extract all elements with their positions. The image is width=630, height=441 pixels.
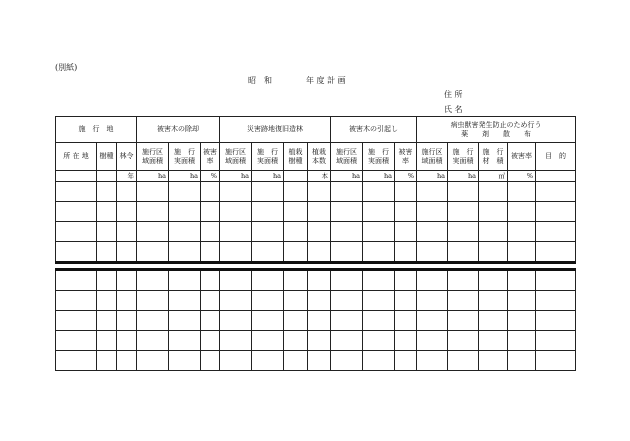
empty-cell bbox=[363, 242, 395, 263]
col-age: 林令 bbox=[117, 143, 137, 171]
empty-cell bbox=[117, 311, 137, 331]
empty-cell bbox=[331, 202, 363, 222]
empty-cell bbox=[97, 331, 117, 351]
empty-cell bbox=[331, 222, 363, 242]
empty-cell bbox=[479, 291, 508, 311]
empty-cell bbox=[479, 311, 508, 331]
empty-cell bbox=[363, 311, 395, 331]
group-spray-line2: 薬 剤 散 布 bbox=[461, 129, 532, 138]
empty-cell bbox=[479, 270, 508, 291]
annex-note: (別紙) bbox=[55, 63, 78, 72]
title-plan: 年 度 計 画 bbox=[306, 76, 346, 85]
empty-cell bbox=[56, 311, 97, 331]
empty-cell bbox=[395, 202, 417, 222]
empty-cell bbox=[308, 222, 331, 242]
empty-cell bbox=[201, 331, 220, 351]
empty-cell bbox=[395, 351, 417, 371]
table-row bbox=[56, 182, 576, 202]
col-pl-rate: 被害 率 bbox=[395, 143, 417, 171]
empty-cell bbox=[137, 242, 169, 263]
empty-cell bbox=[448, 182, 479, 202]
empty-cell bbox=[448, 270, 479, 291]
empty-cell bbox=[117, 291, 137, 311]
empty-cell bbox=[284, 311, 308, 331]
table-row bbox=[56, 242, 576, 263]
empty-cell bbox=[363, 202, 395, 222]
empty-cell bbox=[252, 222, 284, 242]
empty-cell bbox=[536, 291, 576, 311]
empty-cell bbox=[284, 270, 308, 291]
table-row bbox=[56, 331, 576, 351]
empty-cell bbox=[308, 182, 331, 202]
empty-cell bbox=[331, 242, 363, 263]
table-row bbox=[56, 291, 576, 311]
empty-cell bbox=[448, 222, 479, 242]
empty-cell bbox=[117, 270, 137, 291]
col-sp-actual: 施 行 実面積 bbox=[448, 143, 479, 171]
empty-cell bbox=[448, 351, 479, 371]
empty-cell bbox=[508, 242, 536, 263]
empty-cell bbox=[220, 331, 252, 351]
empty-cell bbox=[252, 331, 284, 351]
empty-cell bbox=[169, 311, 201, 331]
empty-cell bbox=[137, 182, 169, 202]
empty-cell bbox=[363, 270, 395, 291]
empty-cell bbox=[508, 222, 536, 242]
empty-cell bbox=[97, 182, 117, 202]
empty-cell bbox=[395, 182, 417, 202]
empty-cell bbox=[508, 291, 536, 311]
empty-cell bbox=[169, 270, 201, 291]
empty-cell bbox=[479, 331, 508, 351]
empty-cell bbox=[536, 270, 576, 291]
table-row bbox=[56, 222, 576, 242]
empty-cell bbox=[417, 242, 448, 263]
col-species: 樹種 bbox=[97, 143, 117, 171]
empty-cell bbox=[137, 270, 169, 291]
empty-cell bbox=[331, 351, 363, 371]
empty-cell bbox=[536, 351, 576, 371]
empty-cell bbox=[56, 291, 97, 311]
empty-cell bbox=[395, 291, 417, 311]
col-pl-actual: 施 行 実面積 bbox=[363, 143, 395, 171]
empty-cell bbox=[137, 331, 169, 351]
col-rf-actual: 施 行 実面積 bbox=[252, 143, 284, 171]
empty-cell bbox=[308, 202, 331, 222]
empty-cell bbox=[252, 291, 284, 311]
empty-cell bbox=[479, 202, 508, 222]
empty-cell bbox=[137, 222, 169, 242]
empty-cell bbox=[117, 222, 137, 242]
col-pl-area: 施行区 域面積 bbox=[331, 143, 363, 171]
empty-cell bbox=[308, 311, 331, 331]
empty-cell bbox=[448, 291, 479, 311]
empty-cell bbox=[169, 242, 201, 263]
empty-cell bbox=[201, 351, 220, 371]
empty-cell bbox=[417, 351, 448, 371]
empty-cell bbox=[417, 182, 448, 202]
page-title bbox=[248, 75, 346, 86]
empty-cell bbox=[395, 270, 417, 291]
empty-cell bbox=[97, 222, 117, 242]
empty-cell bbox=[117, 242, 137, 263]
empty-cell bbox=[117, 182, 137, 202]
empty-cell bbox=[97, 311, 117, 331]
col-sp-material: 施 行 材 積 bbox=[479, 143, 508, 171]
empty-cell bbox=[479, 242, 508, 263]
empty-cell bbox=[220, 182, 252, 202]
col-rf-area: 施行区 域面積 bbox=[220, 143, 252, 171]
address-label: 住 所 bbox=[444, 90, 463, 99]
col-rf-species: 植栽 樹種 bbox=[284, 143, 308, 171]
col-rf-count: 植栽 本数 bbox=[308, 143, 331, 171]
empty-cell bbox=[308, 351, 331, 371]
empty-cell bbox=[536, 311, 576, 331]
col-sp-rate: 被害率 bbox=[508, 143, 536, 171]
empty-cell bbox=[169, 182, 201, 202]
empty-cell bbox=[536, 222, 576, 242]
empty-cell bbox=[479, 222, 508, 242]
group-spray-line1: 病虫獣害発生防止のため行う bbox=[450, 120, 542, 129]
empty-cell bbox=[56, 202, 97, 222]
empty-cell bbox=[56, 242, 97, 263]
empty-cell bbox=[395, 311, 417, 331]
empty-cell bbox=[395, 331, 417, 351]
empty-cell bbox=[308, 291, 331, 311]
empty-cell bbox=[284, 351, 308, 371]
empty-cell bbox=[536, 242, 576, 263]
empty-cell bbox=[97, 242, 117, 263]
empty-cell bbox=[97, 270, 117, 291]
empty-cell bbox=[252, 182, 284, 202]
empty-cell bbox=[56, 331, 97, 351]
empty-cell bbox=[479, 351, 508, 371]
empty-cell bbox=[117, 202, 137, 222]
empty-cell bbox=[97, 351, 117, 371]
empty-cell bbox=[56, 222, 97, 242]
empty-cell bbox=[201, 182, 220, 202]
empty-cell bbox=[169, 222, 201, 242]
col-rm-area: 施行区 域面積 bbox=[137, 143, 169, 171]
col-sp-area: 施行区 域面積 bbox=[417, 143, 448, 171]
empty-cell bbox=[308, 331, 331, 351]
table-row bbox=[56, 202, 576, 222]
empty-cell bbox=[137, 311, 169, 331]
col-rm-rate: 被害 率 bbox=[201, 143, 220, 171]
empty-cell bbox=[308, 270, 331, 291]
empty-cell bbox=[508, 351, 536, 371]
empty-cell bbox=[220, 311, 252, 331]
empty-cell bbox=[508, 202, 536, 222]
empty-cell bbox=[308, 242, 331, 263]
group-pulling: 被害木の引起し bbox=[331, 117, 417, 143]
empty-cell bbox=[137, 351, 169, 371]
empty-cell bbox=[536, 182, 576, 202]
empty-cell bbox=[363, 351, 395, 371]
empty-cell bbox=[448, 242, 479, 263]
units-row: 年 ha ha % ha ha 本 ha ha % ha ha ㎥ % bbox=[56, 171, 576, 182]
empty-cell bbox=[284, 182, 308, 202]
empty-cell bbox=[508, 331, 536, 351]
empty-cell bbox=[331, 270, 363, 291]
group-removal: 被害木の除却 bbox=[137, 117, 220, 143]
table-row bbox=[56, 351, 576, 371]
empty-cell bbox=[56, 270, 97, 291]
empty-cell bbox=[417, 270, 448, 291]
empty-cell bbox=[417, 311, 448, 331]
empty-cell bbox=[97, 291, 117, 311]
empty-cell bbox=[97, 202, 117, 222]
empty-cell bbox=[169, 291, 201, 311]
empty-cell bbox=[331, 182, 363, 202]
empty-cell bbox=[363, 331, 395, 351]
empty-cell bbox=[284, 202, 308, 222]
empty-cell bbox=[363, 222, 395, 242]
table-row bbox=[56, 270, 576, 291]
empty-cell bbox=[117, 331, 137, 351]
title-era: 昭 和 bbox=[248, 76, 272, 85]
empty-cell bbox=[220, 222, 252, 242]
empty-cell bbox=[169, 351, 201, 371]
empty-cell bbox=[252, 311, 284, 331]
empty-cell bbox=[448, 202, 479, 222]
empty-cell bbox=[417, 202, 448, 222]
empty-cell bbox=[137, 202, 169, 222]
empty-cell bbox=[169, 331, 201, 351]
empty-cell bbox=[284, 331, 308, 351]
double-rule-separator bbox=[56, 263, 576, 270]
empty-cell bbox=[252, 202, 284, 222]
empty-cell bbox=[220, 291, 252, 311]
empty-cell bbox=[56, 351, 97, 371]
empty-cell bbox=[417, 331, 448, 351]
empty-cell bbox=[448, 331, 479, 351]
empty-cell bbox=[284, 222, 308, 242]
empty-cell bbox=[331, 311, 363, 331]
empty-cell bbox=[252, 351, 284, 371]
empty-cell bbox=[284, 291, 308, 311]
empty-cell bbox=[220, 202, 252, 222]
table-row bbox=[56, 311, 576, 331]
name-label: 氏 名 bbox=[444, 105, 463, 114]
empty-cell bbox=[220, 242, 252, 263]
col-location: 所 在 地 bbox=[56, 143, 97, 171]
group-reforest: 災害跡地復旧造林 bbox=[220, 117, 331, 143]
empty-cell bbox=[220, 270, 252, 291]
empty-cell bbox=[448, 311, 479, 331]
empty-cell bbox=[417, 222, 448, 242]
empty-cell bbox=[169, 202, 201, 222]
empty-cell bbox=[117, 351, 137, 371]
empty-cell bbox=[252, 270, 284, 291]
empty-cell bbox=[252, 242, 284, 263]
empty-cell bbox=[508, 270, 536, 291]
empty-cell bbox=[331, 291, 363, 311]
empty-cell bbox=[508, 311, 536, 331]
empty-cell bbox=[417, 291, 448, 311]
empty-cell bbox=[508, 182, 536, 202]
empty-cell bbox=[201, 222, 220, 242]
group-site: 施 行 地 bbox=[56, 117, 137, 143]
empty-cell bbox=[479, 182, 508, 202]
empty-cell bbox=[201, 202, 220, 222]
empty-cell bbox=[536, 202, 576, 222]
empty-cell bbox=[331, 331, 363, 351]
empty-cell bbox=[363, 182, 395, 202]
empty-cell bbox=[201, 242, 220, 263]
group-spray bbox=[417, 117, 576, 143]
empty-cell bbox=[137, 291, 169, 311]
empty-cell bbox=[536, 331, 576, 351]
empty-cell bbox=[201, 291, 220, 311]
empty-cell bbox=[284, 242, 308, 263]
col-sp-purpose: 目 的 bbox=[536, 143, 576, 171]
empty-cell bbox=[201, 311, 220, 331]
col-rm-actual: 施 行 実面積 bbox=[169, 143, 201, 171]
empty-cell bbox=[363, 291, 395, 311]
empty-cell bbox=[395, 222, 417, 242]
empty-cell bbox=[395, 242, 417, 263]
empty-cell bbox=[56, 182, 97, 202]
plan-table bbox=[55, 116, 576, 371]
empty-cell bbox=[201, 270, 220, 291]
empty-cell bbox=[220, 351, 252, 371]
